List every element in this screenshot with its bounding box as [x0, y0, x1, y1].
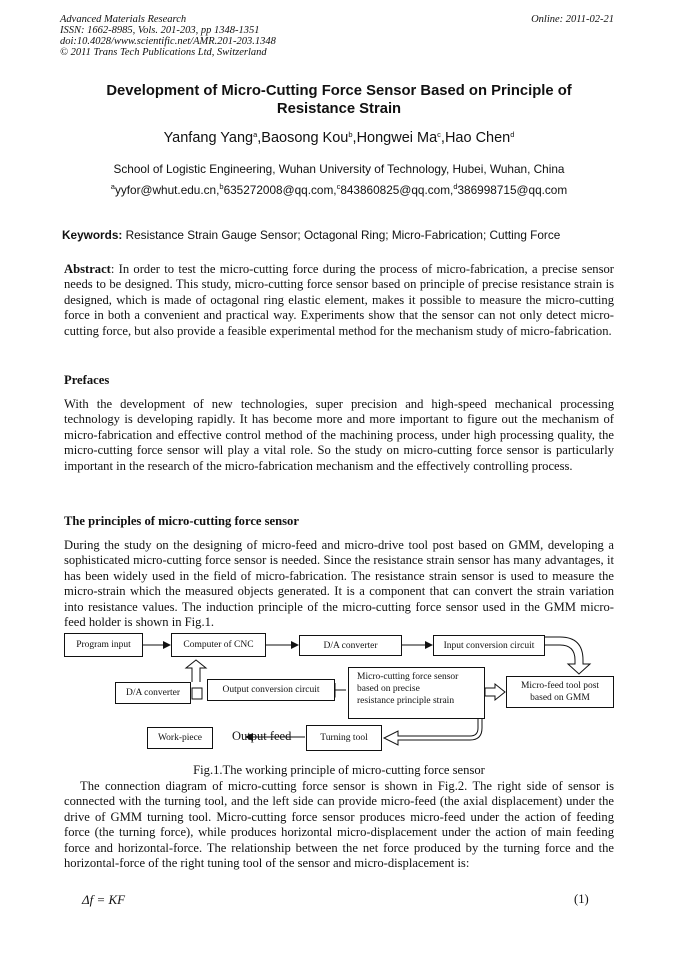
- doi: doi:10.4028/www.scientific.net/AMR.201-203.1348: [60, 36, 276, 47]
- title-line-2: Resistance Strain: [276, 101, 402, 117]
- section-body: During the study on the designing of micro-feed and micro-drive tool post based on GMM, developing a sophisticated micro-cutting force sensor is needed. Since the resistance strain sensor has many advantages, it has been widely used in the field of micro-fabrication. The resistance strain sensor is used to measure the micro-strain which the measured objects generated. It is a component that can convert the strain variation into resistance values. The induction principle of the micro-cutting force sensor used in the GMM micro-feed holder is shown in Fig.1.: [64, 538, 614, 630]
- section-body: The connection diagram of micro-cutting force sensor is shown in Fig.2. The right side of sensor is connected with the turning tool, and the left side can provide micro-feed (the axial displacement) under the drive of GMM turning tool. Micro-cutting force sensor produces micro-feed under the action of feeding force (the turning force), while produces horizontal micro-displacement under the action of main feeding force and horizontal-force. The relationship between the net force produced by the turning force and the horizontal-force of the right tuning tool of the sensor and micro-displacement is:: [64, 779, 614, 871]
- figure-caption: Fig.1.The working principle of micro-cutting force sensor: [193, 763, 485, 777]
- keywords-label: Keywords:: [62, 228, 123, 242]
- workpiece-block: Work-piece: [147, 727, 213, 749]
- micro-feed-block: Micro-feed tool post based on GMM: [506, 676, 614, 708]
- equation-number: (1): [574, 892, 589, 906]
- abstract: [64, 262, 614, 339]
- sensor-block: Micro-cutting force sensor based on precise resistance principle strain: [348, 667, 485, 719]
- output-conversion-block: Output conversion circuit: [207, 679, 335, 701]
- keywords-text: Resistance Strain Gauge Sensor; Octagonal Ring; Micro-Fabrication; Cutting Force: [125, 228, 561, 242]
- section-heading: The principles of micro-cutting force sensor: [64, 514, 299, 528]
- copyright: © 2011 Trans Tech Publications Ltd, Switzerland: [60, 47, 267, 58]
- author: Hongwei Ma$^c$: [356, 130, 441, 146]
- arrow-sensor-to-output: [328, 683, 346, 697]
- affiliation: School of Logistic Engineering, Wuhan University of Technology, Hubei, Wuhan, China: [113, 162, 565, 176]
- abstract-label: Abstract: [64, 262, 111, 276]
- journal-name: Advanced Materials Research: [60, 14, 187, 25]
- author: Hao Chen$^d$: [444, 130, 515, 146]
- author-list: Yanfang Yang$^a$,Baosong Kou$^b$,Hongwei Ma$^c$,Hao Chen$^d$: [163, 130, 515, 146]
- da-converter-top-block: D/A converter: [299, 635, 402, 656]
- computer-cnc-block: Computer of CNC: [171, 633, 266, 657]
- keywords: [62, 228, 618, 242]
- email[interactable]: $^d$386998715@qq.com: [453, 182, 568, 197]
- online-date: Online: 2011-02-21: [531, 14, 614, 25]
- equation: Δf = KF: [82, 892, 126, 907]
- da-converter-mid-block: D/A converter: [115, 682, 191, 704]
- arrow-microfeed-to-sensor: [485, 684, 505, 700]
- email[interactable]: $^a$yyfor@whut.edu.cn: [110, 182, 217, 197]
- section-body: With the development of new technologies, super precision and high-speed mechanical processing technology is developing rapidly. It has become more and more important to figure out the mechanism of micro-fabrication and effective control method of the machining process, under high processing quality, the micro-cutting force sensor will play a vital role. So the study on micro-cutting force sensor is particularly important in the research of the micro-fabrication mechanism and the effectively controlling process.: [64, 397, 614, 473]
- program-input-block: Program input: [64, 633, 143, 657]
- input-conversion-block: Input conversion circuit: [433, 635, 545, 656]
- paper-title: [60, 82, 618, 118]
- arrow-output-to-da: [192, 688, 202, 699]
- turning-tool-block: Turning tool: [306, 725, 382, 751]
- email[interactable]: $^b$635272008@qq.com: [219, 182, 334, 197]
- arrow-sensor-to-tool: [384, 707, 482, 745]
- section-heading: Prefaces: [64, 373, 110, 387]
- email[interactable]: $^c$843860825@qq.com: [336, 182, 451, 197]
- author: Baosong Kou$^b$: [261, 130, 353, 146]
- title-line-1: Development of Micro-Cutting Force Sensor Based on Principle of: [106, 83, 572, 99]
- running-header: [60, 14, 276, 58]
- abstract-text: : In order to test the micro-cutting force during the process of micro-fabrication, a precise sensor needs to be designed. This study, micro-cutting force sensor based on principle of precise resistance strain is designed, which is made of octagonal ring elastic element, makes it possible to measure the micro-cutting force in both a convenient and practical way. Experiments show that the sensor can not only detect micro-cutting force, but also provide a feasible experimental method for the mechanism study of micro-fabrication.: [64, 262, 614, 338]
- issn: ISSN: 1662-8985, Vols. 201-203, pp 1348-1351: [60, 25, 260, 36]
- arrow-da-to-cnc: [186, 660, 206, 682]
- arrow-input-to-microfeed: [545, 637, 590, 674]
- author: Yanfang Yang$^a$: [163, 130, 258, 146]
- email-list: $^a$yyfor@whut.edu.cn,$^b$635272008@qq.com,$^c$843860825@qq.com,$^d$386998715@qq.com: [110, 182, 568, 197]
- output-feed-label: Output feed: [232, 729, 292, 743]
